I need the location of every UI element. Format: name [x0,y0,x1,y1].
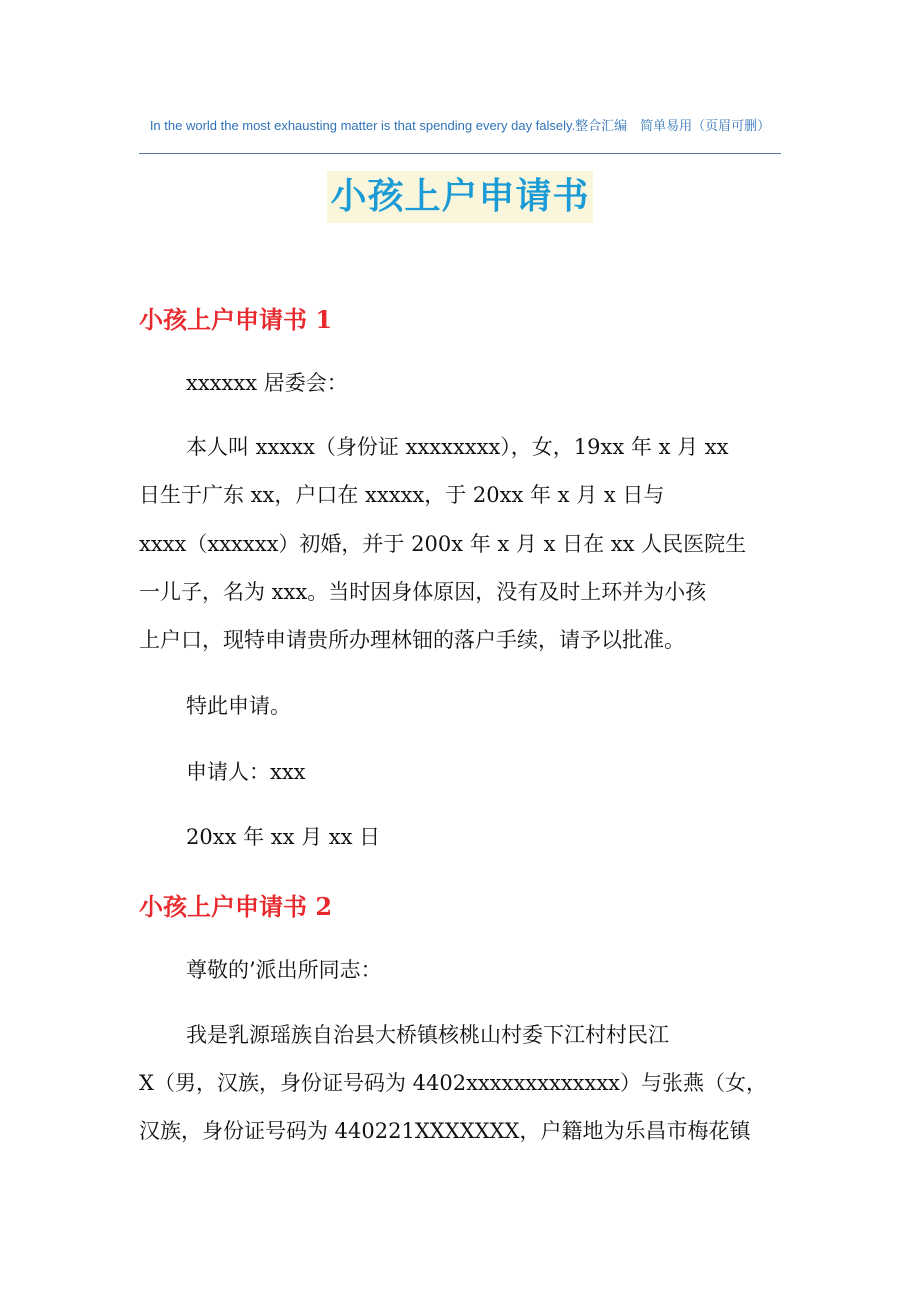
section-1-body-line: 一儿子，名为 xxx。当时因身体原因，没有及时上环并为小孩 [139,580,707,604]
section-1-date: 20xx 年 xx 月 xx 日 [186,825,381,849]
section-1-body-line: 日生于广东 xx，户口在 xxxxx，于 20xx 年 x 月 x 日与 [139,483,665,507]
section-2-heading: 小孩上户申请书 2 [139,892,333,921]
section-2-body-line: 我是乳源瑶族自治县大桥镇核桃山村委下江村村民江 [186,1023,669,1047]
section-1-salutation: xxxxxx 居委会： [186,371,348,395]
section-1-body-line: 本人叫 xxxxx（身份证 xxxxxxxx），女，19xx 年 x 月 xx [186,435,729,459]
section-1-heading: 小孩上户申请书 1 [139,305,333,334]
section-2-body-line: 汉族，身份证号码为 440221XXXXXXX，户籍地为乐昌市梅花镇 [139,1119,751,1143]
section-1-body-line: 上户口，现特申请贵所办理林钿的落户手续，请予以批准。 [139,628,685,652]
page-header-text: In the world the most exhausting matter is that spending every day falsely.整合汇编 简单易用（页眉可删） [149,118,771,133]
section-1-closing: 特此申请。 [186,694,291,718]
header-divider [139,153,781,154]
section-2-body-line: X（男，汉族，身份证号码为 4402xxxxxxxxxxxxx）与张燕（女， [139,1071,768,1095]
document-title: 小孩上户申请书 [327,171,592,223]
title-container [0,171,920,223]
section-1-body-line: xxxx（xxxxxx）初婚，并于 200x 年 x 月 x 日在 xx 人民医院生 [139,532,747,556]
section-2-salutation: 尊敬的’派出所同志： [186,958,382,982]
section-1-signer: 申请人：xxx [186,760,306,784]
